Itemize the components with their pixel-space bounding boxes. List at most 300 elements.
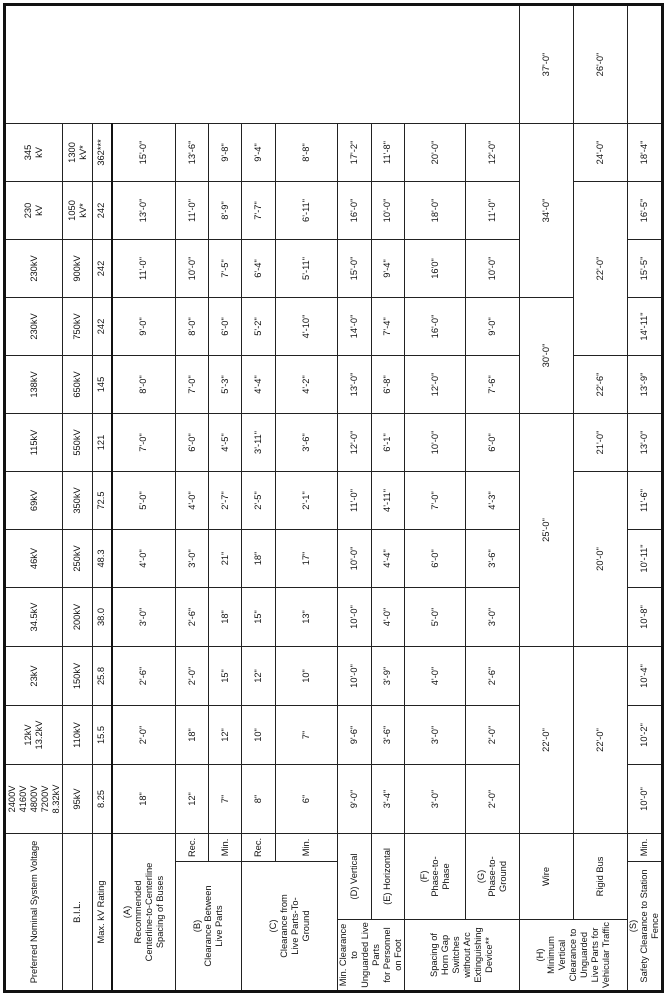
value-H-wire	[520, 297, 574, 413]
value-F-line: 3'-0"	[429, 725, 440, 745]
value-F-line: 6'-0"	[429, 549, 440, 568]
value-D-line: 12'-0"	[348, 430, 359, 455]
value-E	[371, 181, 405, 239]
row-label-B-line: (B)	[192, 919, 202, 933]
value-B-rec	[176, 355, 209, 413]
value-A	[112, 355, 176, 413]
value-C-rec-line: 9'-4"	[253, 143, 263, 162]
value-B-min-line: 8'-9"	[219, 201, 230, 220]
value-C-min-line: 17"	[301, 551, 311, 566]
maxkv-cell-line: 72.5	[96, 491, 107, 510]
row-label-H	[520, 920, 628, 992]
value-G	[466, 705, 520, 764]
value-H-wire	[520, 5, 574, 124]
maxkv-cell-line: 8.25	[96, 789, 107, 809]
value-A-line: 7'-0"	[138, 433, 149, 452]
value-E	[371, 239, 405, 297]
value-B-min-line: 7'-5"	[219, 259, 230, 278]
value-A	[112, 705, 176, 764]
nominal-voltage-cell	[5, 705, 63, 764]
value-A	[112, 646, 176, 705]
value-G-line: 4'-3"	[487, 491, 497, 510]
value-A	[112, 297, 176, 355]
value-A-line: 15'-0"	[138, 140, 149, 165]
value-H-rigid-line: 22'-6"	[595, 372, 605, 397]
value-C-min	[276, 239, 338, 297]
value-B-rec	[176, 413, 209, 471]
value-S-line: 13'-0"	[639, 430, 649, 455]
nominal-voltage-cell	[5, 471, 63, 529]
value-A-line: 2'-0"	[138, 725, 149, 745]
nominal-voltage-cell-line: 69kV	[28, 489, 39, 512]
row-label-S-line: (S)	[628, 919, 638, 933]
value-H-rigid	[574, 355, 628, 413]
sub-label-F-line: Phase	[440, 863, 451, 890]
value-A-line: 11'-0"	[138, 256, 149, 280]
bil-cell-line: 95kV	[72, 788, 82, 810]
maxkv-cell-line: 25.8	[96, 666, 107, 686]
value-B-rec-line: 2'-6"	[186, 607, 197, 627]
value-C-rec	[242, 529, 276, 587]
value-C-rec-line: 3'-11"	[253, 430, 263, 454]
row-label-C-line: Live Parts-To-	[289, 897, 300, 955]
nominal-voltage-cell-line: 4800V	[28, 785, 39, 813]
value-S	[628, 764, 663, 833]
value-B-min	[209, 705, 242, 764]
value-A-line: 18"	[138, 792, 149, 806]
value-H-rigid	[574, 5, 628, 124]
value-F	[405, 587, 466, 646]
value-F	[405, 181, 466, 239]
value-B-rec-line: 18"	[186, 728, 197, 742]
bil-cell	[63, 471, 93, 529]
value-C-min	[276, 529, 338, 587]
value-H-rigid	[574, 123, 628, 181]
value-C-rec-line: 4'-4"	[253, 375, 263, 394]
row-label-maxkv-line: Max. kV Rating	[96, 880, 107, 944]
value-S-line: 15'-5"	[639, 256, 649, 281]
value-G	[466, 239, 520, 297]
nominal-voltage-cell	[5, 297, 63, 355]
nominal-voltage-cell-line: 7200V	[39, 785, 50, 813]
maxkv-cell	[93, 181, 112, 239]
row-label-S	[628, 862, 663, 992]
sub-label-wire-line: Wire	[541, 866, 551, 887]
row-label-H-line: Minimum Vertical	[546, 936, 567, 974]
value-S-line: 13'-9"	[639, 372, 649, 397]
sub-label-D	[338, 833, 372, 919]
value-G	[466, 646, 520, 705]
value-B-min	[209, 529, 242, 587]
value-H-rigid-line: 22'-0"	[595, 256, 605, 281]
value-A-line: 2'-6"	[138, 666, 149, 686]
value-E	[371, 471, 405, 529]
value-B-rec-line: 4'-0"	[186, 491, 197, 510]
nominal-voltage-cell-line: 34.5kV	[28, 602, 39, 632]
row-label-FG-line: Device**	[484, 937, 494, 973]
nominal-voltage-cell	[5, 239, 63, 297]
sub-label-min	[209, 833, 242, 861]
value-B-rec-line: 7'-0"	[186, 375, 197, 394]
value-B-rec-line: 2'-0"	[186, 666, 197, 686]
value-F-line: 12'-0"	[429, 372, 440, 397]
value-B-min	[209, 181, 242, 239]
sub-label-E-line: (E) Horizontal	[382, 848, 393, 905]
value-C-min-line: 10"	[301, 669, 311, 683]
bil-cell	[63, 705, 93, 764]
value-D	[338, 646, 372, 705]
table-row	[112, 5, 176, 992]
nominal-voltage-cell-line: 46kV	[28, 547, 39, 570]
nominal-voltage-cell-line: 345	[23, 144, 33, 161]
value-D	[338, 471, 372, 529]
nominal-voltage-cell-line: kV	[34, 205, 44, 216]
nominal-voltage-cell-line: 12kV	[23, 724, 33, 746]
value-B-rec	[176, 764, 209, 833]
value-B-rec-line: 6'-0"	[186, 433, 197, 452]
value-D-line: 17'-2"	[348, 140, 359, 165]
value-B-min	[209, 123, 242, 181]
value-E-line: 4'-4"	[382, 549, 393, 568]
sub-label-G-line: (G)	[476, 869, 486, 884]
table-row	[276, 5, 338, 992]
value-S-line: 10'-4"	[639, 664, 649, 688]
value-B-rec-line: 13'-6"	[186, 140, 197, 165]
value-B-rec-line: 11'-0"	[186, 198, 197, 222]
value-D	[338, 529, 372, 587]
value-S	[628, 123, 663, 181]
row-label-DE	[338, 920, 405, 992]
maxkv-cell-line: 15.5	[96, 725, 107, 745]
maxkv-cell	[93, 355, 112, 413]
value-S-line: 10'-8"	[639, 605, 649, 629]
value-C-rec	[242, 123, 276, 181]
value-H-wire-line: 22'-0"	[541, 728, 551, 752]
value-D	[338, 587, 372, 646]
bil-cell	[63, 355, 93, 413]
value-E	[371, 297, 405, 355]
value-C-rec-line: 8"	[253, 794, 263, 804]
value-G-line: 2'-0"	[487, 789, 497, 809]
value-B-min-line: 5'-3"	[219, 375, 230, 394]
value-H-rigid-line: 24'-0"	[595, 140, 605, 165]
value-B-min-line: 2'-7"	[219, 491, 230, 510]
sub-label-rigid-line: Rigid Bus	[595, 856, 605, 897]
maxkv-cell	[93, 471, 112, 529]
value-C-rec-line: 12"	[253, 669, 263, 683]
nominal-voltage-cell-line: 8.32kV	[50, 784, 61, 814]
value-B-rec-line: 10'-0"	[186, 256, 197, 281]
maxkv-cell	[93, 764, 112, 833]
row-label-H-line: Clearance to Unguarded	[568, 928, 589, 982]
bil-cell-line: 350kV	[72, 487, 82, 514]
value-E-line: 6'-1"	[382, 433, 393, 452]
sub-label-G-line: Ground	[498, 860, 508, 892]
value-S	[628, 471, 663, 529]
value-E	[371, 123, 405, 181]
value-B-rec-line: 8'-0"	[186, 317, 197, 336]
value-D	[338, 123, 372, 181]
value-F	[405, 413, 466, 471]
value-B-rec	[176, 646, 209, 705]
nominal-voltage-cell-line: 230kV	[28, 313, 39, 340]
value-C-rec	[242, 646, 276, 705]
value-S	[628, 239, 663, 297]
value-B-rec	[176, 239, 209, 297]
bil-cell-line: 550kV	[72, 429, 82, 456]
value-E	[371, 529, 405, 587]
bil-cell	[63, 413, 93, 471]
sub-label-min	[628, 833, 663, 861]
value-C-rec-line: 10"	[253, 728, 263, 742]
value-D-line: 14'-0"	[348, 314, 359, 339]
table-row	[466, 5, 520, 992]
value-B-min	[209, 471, 242, 529]
value-A	[112, 181, 176, 239]
bil-cell-line: 900kV	[72, 255, 82, 282]
value-G-line: 11'-0"	[487, 198, 497, 222]
value-D-line: 10'-0"	[348, 605, 359, 629]
value-C-rec	[242, 355, 276, 413]
value-C-rec-line: 2'-5"	[253, 491, 263, 510]
value-B-min-line: 7"	[219, 794, 230, 804]
nominal-voltage-cell	[5, 764, 63, 833]
value-E-line: 10'-0"	[382, 198, 393, 223]
row-label-maxkv	[93, 833, 112, 991]
value-C-min-line: 8'-8"	[301, 143, 311, 162]
table-row	[5, 5, 63, 992]
table-row	[338, 5, 372, 992]
value-H-rigid-line: 21'-0"	[595, 430, 605, 455]
value-A-line: 3'-0"	[138, 607, 149, 627]
bil-cell-line: 200kV	[72, 603, 82, 631]
value-C-rec	[242, 181, 276, 239]
row-label-A-line: (A)	[121, 905, 132, 919]
value-E-line: 3'-9"	[382, 666, 393, 686]
value-F	[405, 239, 466, 297]
value-C-rec-line: 18"	[253, 551, 263, 566]
value-B-rec	[176, 705, 209, 764]
nominal-voltage-cell-line: 23kV	[28, 665, 39, 687]
value-G-line: 7'-6"	[487, 375, 497, 394]
value-C-min	[276, 471, 338, 529]
maxkv-cell	[93, 413, 112, 471]
value-C-min	[276, 181, 338, 239]
table-row	[242, 5, 276, 992]
value-F-line: 18'-0"	[429, 198, 440, 223]
nominal-voltage-cell	[5, 646, 63, 705]
bil-cell	[63, 646, 93, 705]
sub-label-D-line: (D) Vertical	[348, 853, 359, 900]
row-label-DE-line: for Personnel on Foot	[382, 927, 403, 983]
value-B-min-line: 18"	[219, 610, 230, 624]
value-C-min-line: 4'-2"	[301, 375, 311, 394]
nominal-voltage-cell-line: 2400V	[6, 785, 17, 813]
value-B-rec	[176, 587, 209, 646]
sub-label-rec	[242, 833, 276, 861]
nominal-voltage-cell	[5, 529, 63, 587]
value-B-min-line: 6'-0"	[219, 317, 230, 336]
value-C-min-line: 13"	[301, 610, 311, 624]
row-label-DE-line: Min. Clearance to	[338, 923, 359, 987]
value-C-min	[276, 123, 338, 181]
nominal-voltage-cell	[5, 355, 63, 413]
row-label-DE-line: Unguarded Live Parts	[360, 922, 381, 988]
nominal-voltage-cell-line: 115kV	[28, 429, 39, 456]
value-C-rec-line: 5'-2"	[253, 317, 263, 336]
value-S	[628, 297, 663, 355]
value-S-line: 11'-6"	[639, 488, 649, 512]
value-G	[466, 764, 520, 833]
value-H-rigid	[574, 646, 628, 833]
bil-cell-line: 650kV	[72, 371, 82, 398]
value-H-rigid-line: 20'-0"	[595, 547, 605, 571]
row-label-nominal-line: Preferred Nominal System Voltage	[28, 840, 39, 984]
value-C-rec	[242, 705, 276, 764]
row-label-FG-line: without Arc	[462, 932, 472, 978]
value-D-line: 16'-0"	[348, 198, 359, 223]
bil-cell-line: kV*	[77, 145, 88, 160]
row-label-B	[176, 862, 242, 992]
bil-cell	[63, 297, 93, 355]
nominal-voltage-cell-line: 138kV	[28, 371, 39, 398]
value-F-line: 3'-0"	[429, 789, 440, 809]
value-C-rec	[242, 413, 276, 471]
value-H-wire	[520, 123, 574, 297]
value-F	[405, 355, 466, 413]
value-S	[628, 587, 663, 646]
sub-label-F-line: (F)	[418, 870, 429, 883]
value-S-line: 18'-4"	[639, 140, 649, 165]
value-C-min-line: 4'-10"	[301, 314, 311, 339]
value-S-line: 16'-5"	[639, 198, 649, 223]
value-D	[338, 355, 372, 413]
row-label-A	[112, 833, 176, 991]
value-B-rec	[176, 297, 209, 355]
value-G	[466, 413, 520, 471]
value-G	[466, 355, 520, 413]
value-C-min	[276, 646, 338, 705]
maxkv-cell	[93, 646, 112, 705]
maxkv-cell-line: 121	[96, 434, 107, 451]
nominal-voltage-cell	[5, 587, 63, 646]
maxkv-cell	[93, 239, 112, 297]
value-B-rec-line: 12"	[186, 792, 197, 806]
value-G-line: 6'-0"	[487, 433, 497, 452]
value-S	[628, 181, 663, 239]
value-C-rec-line: 7'-7"	[253, 201, 263, 220]
value-G	[466, 529, 520, 587]
value-C-min-line: 5'-11"	[301, 256, 311, 280]
row-label-FG-line: Horn Gap Switches	[440, 934, 461, 976]
sub-label-rec-line: Rec.	[186, 837, 197, 858]
value-G-line: 10'-0"	[487, 256, 497, 281]
bil-cell-line: kV*	[77, 203, 88, 218]
table-row	[628, 5, 663, 992]
value-F	[405, 764, 466, 833]
sub-label-E	[371, 833, 405, 919]
value-D-line: 11'-0"	[348, 488, 359, 512]
value-D	[338, 239, 372, 297]
maxkv-cell-line: 362***	[96, 139, 107, 166]
row-label-C	[242, 862, 338, 992]
value-S	[628, 355, 663, 413]
sub-label-G	[466, 833, 520, 919]
bil-cell	[63, 764, 93, 833]
value-B-min	[209, 764, 242, 833]
bil-cell-line: 150kV	[72, 662, 82, 690]
maxkv-cell	[93, 297, 112, 355]
value-D	[338, 297, 372, 355]
value-F	[405, 471, 466, 529]
table-row	[93, 5, 112, 992]
row-label-A-line: Spacing of Buses	[154, 875, 165, 949]
value-C-min-line: 3'-6"	[301, 433, 311, 452]
nominal-voltage-cell-line: 230kV	[28, 255, 39, 282]
bil-cell-line: 1300	[66, 142, 77, 163]
maxkv-cell-line: 242	[96, 202, 107, 219]
value-F-line: 16'-0"	[429, 314, 440, 339]
row-label-H-line: Vehicular Traffic	[601, 922, 611, 988]
value-C-min-line: 6'-11"	[301, 198, 311, 222]
value-E-line: 4'-11"	[382, 488, 393, 512]
value-G-line: 2'-0"	[487, 725, 497, 745]
row-label-FG-line: Extinguishing	[473, 927, 483, 983]
value-G-line: 2'-6"	[487, 666, 497, 686]
value-F	[405, 529, 466, 587]
value-G	[466, 471, 520, 529]
row-label-C-line: (C)	[267, 919, 278, 933]
value-E-line: 3'-4"	[382, 789, 393, 809]
row-label-A-line: Recommended	[132, 880, 143, 944]
bil-cell-line: 110kV	[72, 722, 82, 748]
value-C-rec	[242, 471, 276, 529]
value-D-line: 10'-0"	[348, 664, 359, 688]
value-H-rigid	[574, 471, 628, 646]
row-label-H-line: (H)	[535, 948, 545, 962]
value-H-rigid	[574, 413, 628, 471]
value-A	[112, 529, 176, 587]
value-B-min	[209, 355, 242, 413]
value-D-line: 9'-6"	[348, 725, 359, 745]
value-H-wire-line: 37'-0"	[541, 52, 551, 77]
nominal-voltage-cell	[5, 181, 63, 239]
value-C-min-line: 2'-1"	[301, 491, 311, 510]
sub-label-G-line: Phase-to-	[487, 856, 497, 897]
value-E-line: 11'-8"	[382, 140, 393, 164]
value-E	[371, 413, 405, 471]
sub-label-F	[405, 833, 466, 919]
value-G	[466, 587, 520, 646]
value-E-line: 9'-4"	[382, 259, 393, 278]
value-D-line: 9'-0"	[348, 789, 359, 809]
sub-label-rec-line: Rec.	[253, 837, 263, 858]
row-label-bil	[63, 833, 93, 991]
value-E	[371, 705, 405, 764]
row-label-nominal	[5, 833, 63, 991]
value-A	[112, 587, 176, 646]
maxkv-cell-line: 242	[96, 260, 107, 277]
table-row	[371, 5, 405, 992]
row-label-FG-line: Spacing of	[429, 933, 439, 977]
value-F-line: 10'-0"	[429, 430, 440, 455]
value-S-line: 10'-0"	[639, 787, 649, 811]
value-S	[628, 646, 663, 705]
nominal-voltage-cell-line: 230	[23, 202, 33, 219]
value-B-rec	[176, 123, 209, 181]
value-G-line: 9'-0"	[487, 317, 497, 336]
nominal-voltage-cell-line: 4160V	[17, 785, 28, 813]
